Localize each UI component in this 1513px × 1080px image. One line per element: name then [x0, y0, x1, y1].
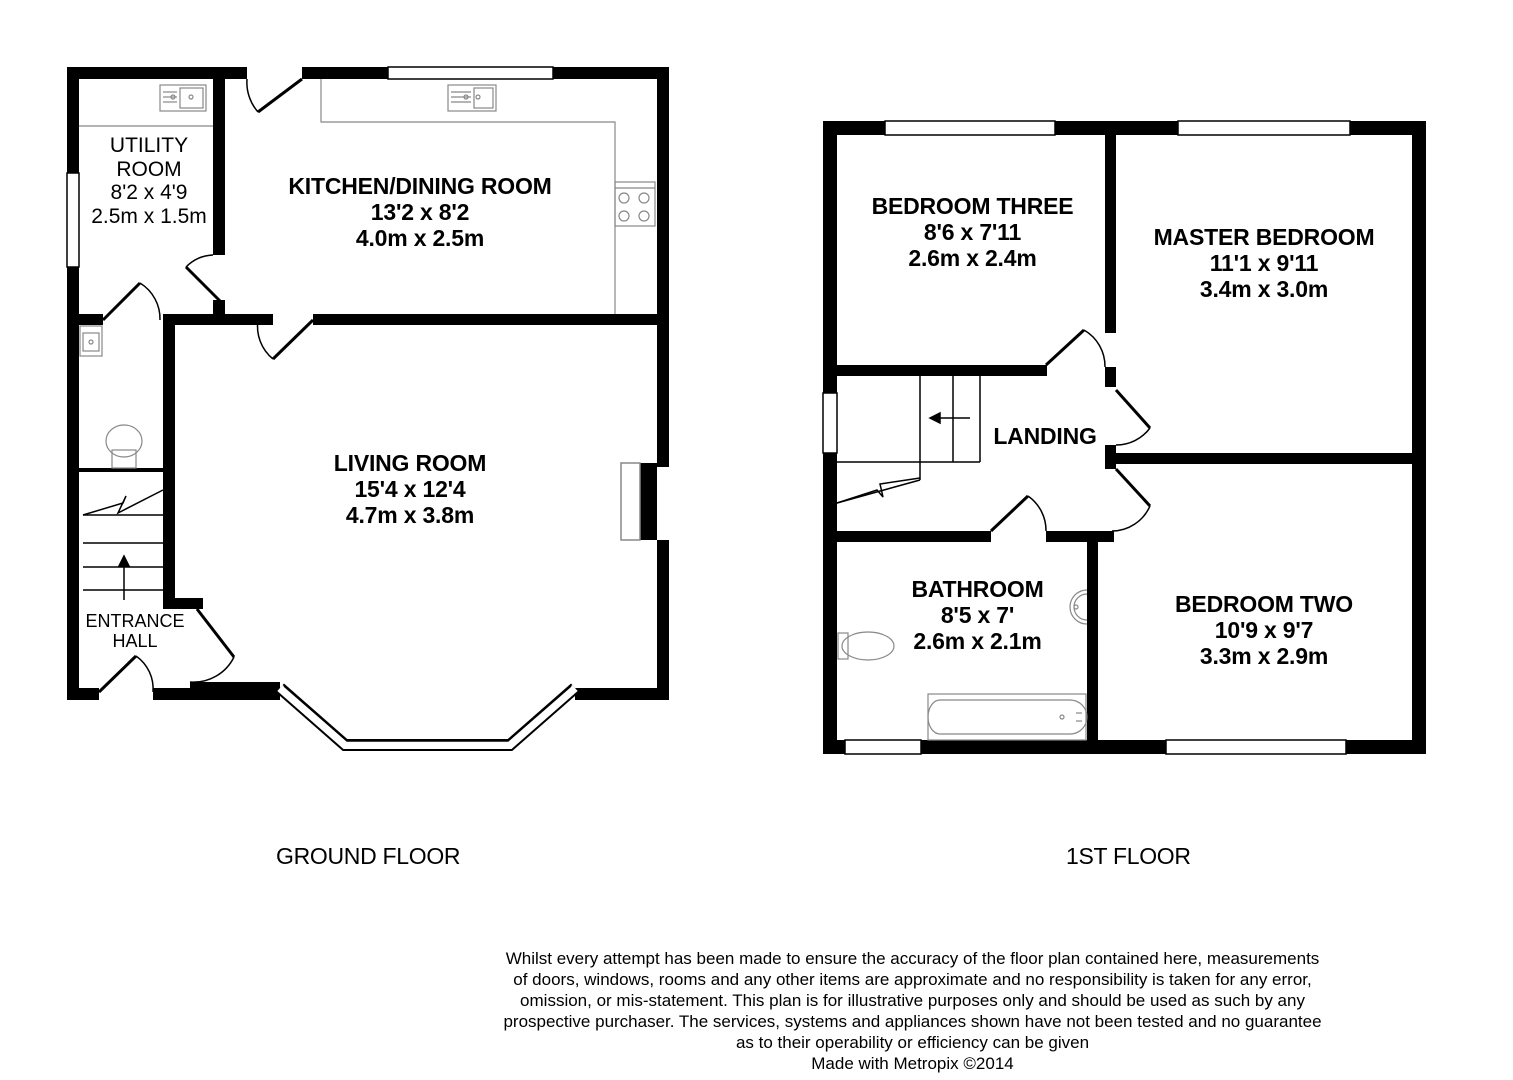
metropix-credit: Made with Metropix ©2014	[811, 1054, 1014, 1073]
entrance-hall-name-1: ENTRANCE	[85, 611, 185, 631]
utility-room-label	[84, 134, 214, 228]
disclaimer-text	[440, 948, 1385, 1074]
bedroom-two-imperial: 10'9 x 9'7	[1214, 616, 1314, 643]
disclaimer-line: omission, or mis-statement. This plan is for illustrative purposes only and should be used as such by any	[520, 991, 1305, 1010]
landing-name: LANDING	[993, 423, 1097, 449]
ground-floor-title: GROUND FLOOR	[276, 843, 461, 869]
bathroom-metric: 2.6m x 2.1m	[913, 627, 1042, 654]
utility-room-name-1: UTILITY	[109, 134, 189, 157]
bedroom-three-metric: 2.6m x 2.4m	[908, 244, 1037, 271]
disclaimer-line: Whilst every attempt has been made to ensure the accuracy of the floor plan contained here, measurements	[505, 949, 1320, 968]
kitchen-dining-name: KITCHEN/DINING ROOM	[288, 173, 552, 199]
bedroom-three-imperial: 8'6 x 7'11	[923, 218, 1022, 245]
living-room-label	[280, 451, 540, 528]
utility-room-name-2: ROOM	[116, 157, 182, 181]
bedroom-three-label	[845, 194, 1100, 271]
entrance-hall-label	[80, 611, 190, 651]
first-floor-title: 1ST FLOOR	[1066, 843, 1191, 869]
disclaimer-line: of doors, windows, rooms and any other items are approximate and no responsibility is taken for any error,	[513, 970, 1312, 989]
living-room-imperial: 15'4 x 12'4	[354, 475, 466, 502]
disclaimer-line: as to their operability or efficiency can be given	[735, 1033, 1090, 1052]
utility-room-imperial: 8'2 x 4'9	[110, 181, 188, 205]
bedroom-two-label	[1135, 592, 1393, 669]
bathroom-name: BATHROOM	[911, 576, 1044, 602]
kitchen-dining-label	[240, 174, 600, 251]
bedroom-three-name: BEDROOM THREE	[871, 193, 1074, 219]
kitchen-dining-imperial: 13'2 x 8'2	[370, 198, 470, 225]
master-bedroom-metric: 3.4m x 3.0m	[1199, 275, 1329, 302]
landing-label	[985, 424, 1105, 450]
living-room-metric: 4.7m x 3.8m	[345, 501, 475, 528]
disclaimer-line: prospective purchaser. The services, systems and appliances shown have not been tested and no guarantee	[503, 1012, 1322, 1031]
master-bedroom-imperial: 11'1 x 9'11	[1209, 249, 1319, 276]
bedroom-two-name: BEDROOM TWO	[1175, 591, 1353, 617]
bedroom-two-metric: 3.3m x 2.9m	[1199, 642, 1329, 669]
master-bedroom-label	[1124, 225, 1404, 302]
bathroom-label	[880, 577, 1075, 654]
master-bedroom-name: MASTER BEDROOM	[1153, 224, 1375, 250]
kitchen-dining-metric: 4.0m x 2.5m	[355, 224, 485, 251]
entrance-hall-name-2: HALL	[112, 631, 158, 652]
utility-room-metric: 2.5m x 1.5m	[91, 204, 207, 228]
bathroom-imperial: 8'5 x 7'	[940, 601, 1015, 628]
living-room-name: LIVING ROOM	[333, 450, 487, 476]
